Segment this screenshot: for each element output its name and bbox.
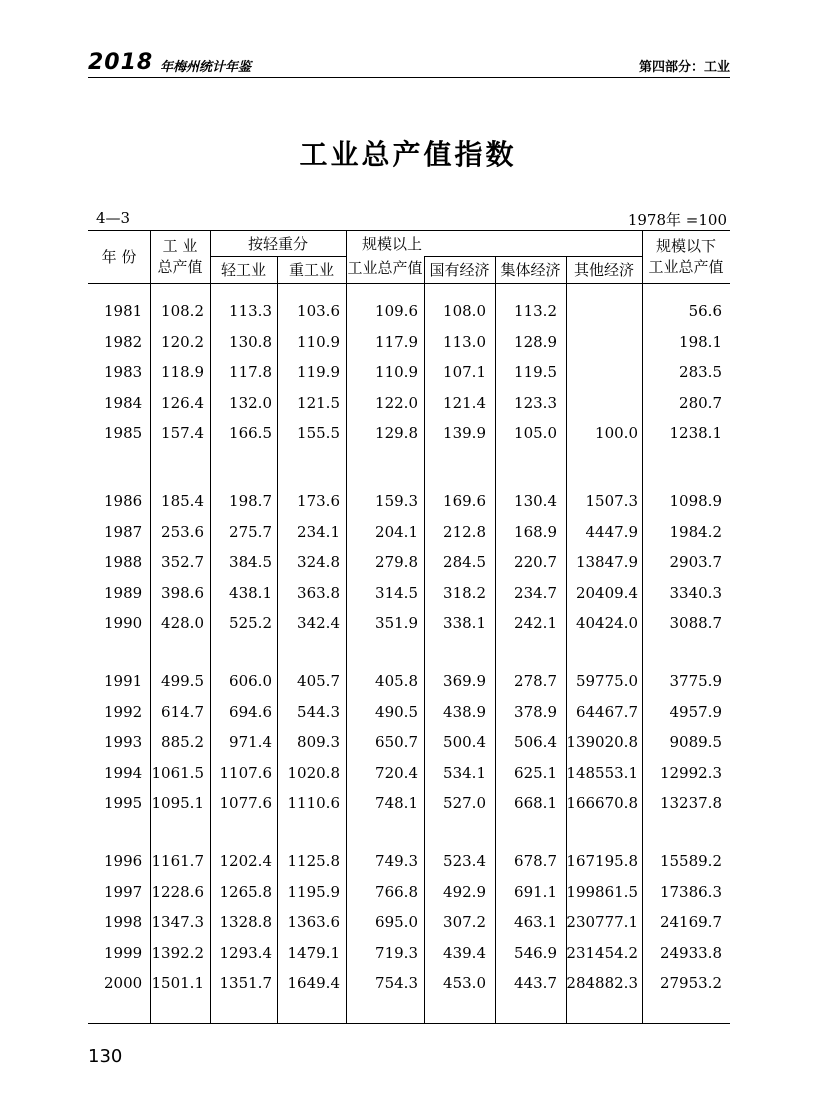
cell-total: 1347.3	[151, 913, 204, 931]
cell-other: 20409.4	[575, 583, 638, 602]
cell-state: 284.5	[443, 553, 486, 571]
col-header-light: 轻工业	[220, 261, 266, 279]
cell-collective: 668.1	[514, 794, 557, 812]
cell-below: 24933.8	[659, 943, 722, 962]
cell-heavy: 119.9	[297, 363, 340, 381]
cell-year: 1989	[104, 583, 143, 602]
table-row	[88, 728, 730, 756]
cell-collective: 242.1	[514, 614, 557, 632]
table-row	[88, 908, 730, 936]
cell-light: 198.7	[229, 492, 272, 510]
cell-state: 438.9	[443, 702, 486, 721]
cell-year: 1984	[104, 393, 143, 412]
cell-total: 1095.1	[151, 794, 204, 812]
cell-other: 139020.8	[566, 733, 638, 751]
cell-light: 132.0	[229, 393, 272, 412]
cell-above: 117.9	[375, 332, 418, 351]
table-bottom-rule	[88, 1023, 730, 1024]
cell-year: 1981	[104, 302, 143, 320]
header-book-title: 年梅州统计年鉴	[160, 60, 252, 75]
col-header-total-line2: 总产值	[157, 258, 203, 276]
cell-other: 64467.7	[575, 702, 638, 721]
table-number: 4—3	[96, 209, 131, 227]
table-row	[88, 789, 730, 817]
table-row	[88, 487, 730, 515]
table-row	[88, 969, 730, 997]
col-header-light-heavy: 按轻重分	[247, 235, 308, 253]
table-row	[88, 297, 730, 325]
cell-above: 351.9	[375, 614, 418, 632]
col-header-below-line1: 规模以下	[655, 237, 716, 255]
cell-light: 1265.8	[219, 882, 272, 901]
cell-below: 12992.3	[659, 763, 722, 782]
cell-state: 369.9	[443, 672, 486, 690]
table-row	[88, 847, 730, 875]
cell-heavy: 1363.6	[287, 913, 340, 931]
cell-heavy: 234.1	[297, 522, 340, 541]
cell-heavy: 173.6	[297, 492, 340, 510]
cell-light: 694.6	[229, 702, 272, 721]
cell-other: 4447.9	[585, 522, 638, 541]
col-header-year: 年 份	[101, 248, 137, 266]
running-header	[88, 50, 730, 78]
table-row	[88, 328, 730, 356]
cell-total: 398.6	[161, 583, 204, 602]
cell-state: 439.4	[443, 943, 486, 962]
cell-above: 159.3	[375, 492, 418, 510]
cell-below: 27953.2	[659, 974, 722, 992]
cell-heavy: 405.7	[297, 672, 340, 690]
cell-heavy: 1195.9	[287, 882, 340, 901]
cell-below: 9089.5	[669, 733, 722, 751]
cell-total: 614.7	[161, 702, 204, 721]
cell-other: 231454.2	[566, 943, 638, 962]
cell-state: 121.4	[443, 393, 486, 412]
cell-collective: 128.9	[514, 332, 557, 351]
cell-collective: 506.4	[514, 733, 557, 751]
cell-collective: 113.2	[514, 302, 557, 320]
cell-state: 169.6	[443, 492, 486, 510]
cell-below: 198.1	[679, 332, 722, 351]
cell-total: 1392.2	[151, 943, 204, 962]
cell-total: 428.0	[161, 614, 204, 632]
cell-light: 166.5	[229, 424, 272, 442]
base-year-note: 1978年 =100	[627, 211, 727, 229]
cell-light: 1202.4	[219, 852, 272, 870]
cell-below: 13237.8	[659, 794, 722, 812]
cell-other: 13847.9	[575, 553, 638, 571]
cell-collective: 123.3	[514, 393, 557, 412]
cell-collective: 678.7	[514, 852, 557, 870]
cell-total: 352.7	[161, 553, 204, 571]
table-row	[88, 518, 730, 546]
table-row	[88, 419, 730, 447]
cell-total: 185.4	[161, 492, 204, 510]
cell-year: 1986	[104, 492, 143, 510]
cell-total: 1161.7	[151, 852, 204, 870]
cell-below: 24169.7	[659, 913, 722, 931]
cell-collective: 546.9	[514, 943, 557, 962]
cell-light: 438.1	[229, 583, 272, 602]
table-row	[88, 358, 730, 386]
cell-light: 1351.7	[219, 974, 272, 992]
cell-below: 283.5	[679, 363, 722, 381]
cell-above: 279.8	[375, 553, 418, 571]
table-header-rule	[88, 283, 730, 284]
cell-total: 253.6	[161, 522, 204, 541]
cell-year: 1997	[104, 882, 143, 901]
cell-year: 1987	[104, 522, 143, 541]
table-row	[88, 548, 730, 576]
cell-above: 719.3	[375, 943, 418, 962]
cell-heavy: 1125.8	[287, 852, 340, 870]
cell-total: 157.4	[161, 424, 204, 442]
cell-below: 17386.3	[659, 882, 722, 901]
cell-total: 118.9	[161, 363, 204, 381]
cell-other: 59775.0	[575, 672, 638, 690]
cell-other: 40424.0	[575, 614, 638, 632]
table-top-rule	[88, 230, 730, 231]
cell-state: 307.2	[443, 913, 486, 931]
cell-above: 650.7	[375, 733, 418, 751]
cell-light: 606.0	[229, 672, 272, 690]
table-row	[88, 878, 730, 906]
cell-total: 126.4	[161, 393, 204, 412]
cell-collective: 463.1	[514, 913, 557, 931]
table-row	[88, 667, 730, 695]
col-header-state: 国有经济	[429, 261, 490, 279]
cell-light: 1293.4	[219, 943, 272, 962]
cell-year: 1995	[104, 794, 143, 812]
cell-above: 110.9	[375, 363, 418, 381]
cell-above: 720.4	[375, 763, 418, 782]
cell-other: 166670.8	[566, 794, 638, 812]
col-header-other: 其他经济	[573, 261, 634, 279]
cell-above: 129.8	[375, 424, 418, 442]
cell-below: 3088.7	[669, 614, 722, 632]
page-title: 工业总产值指数	[299, 138, 517, 171]
cell-other: 148553.1	[566, 763, 638, 782]
cell-year: 1996	[104, 852, 143, 870]
table-row	[88, 698, 730, 726]
header-year: 2018	[88, 50, 154, 75]
cell-collective: 168.9	[514, 522, 557, 541]
page-number: 130	[88, 1046, 123, 1067]
cell-other: 167195.8	[566, 852, 638, 870]
cell-year: 1988	[104, 553, 143, 571]
cell-year: 1990	[104, 614, 143, 632]
cell-above: 748.1	[375, 794, 418, 812]
cell-collective: 119.5	[514, 363, 557, 381]
cell-state: 523.4	[443, 852, 486, 870]
cell-collective: 234.7	[514, 583, 557, 602]
cell-light: 1328.8	[219, 913, 272, 931]
cell-below: 3775.9	[669, 672, 722, 690]
cell-state: 492.9	[443, 882, 486, 901]
cell-state: 113.0	[443, 332, 486, 351]
cell-collective: 443.7	[514, 974, 557, 992]
cell-collective: 378.9	[514, 702, 557, 721]
col-header-collective: 集体经济	[500, 261, 561, 279]
cell-year: 1991	[104, 672, 143, 690]
cell-state: 108.0	[443, 302, 486, 320]
cell-below: 56.6	[688, 302, 722, 320]
header-section: 第四部分：工业	[638, 60, 730, 75]
cell-above: 695.0	[375, 913, 418, 931]
cell-above: 122.0	[375, 393, 418, 412]
cell-state: 139.9	[443, 424, 486, 442]
cell-state: 527.0	[443, 794, 486, 812]
cell-heavy: 544.3	[297, 702, 340, 721]
cell-light: 275.7	[229, 522, 272, 541]
cell-collective: 105.0	[514, 424, 557, 442]
cell-above: 490.5	[375, 702, 418, 721]
table-row	[88, 759, 730, 787]
cell-total: 885.2	[161, 733, 204, 751]
cell-other: 284882.3	[566, 974, 638, 992]
header-rule	[88, 77, 730, 78]
cell-year: 1983	[104, 363, 143, 381]
table-row	[88, 609, 730, 637]
cell-light: 525.2	[229, 614, 272, 632]
cell-collective: 278.7	[514, 672, 557, 690]
cell-light: 1077.6	[219, 794, 272, 812]
cell-year: 1994	[104, 763, 143, 782]
cell-light: 1107.6	[219, 763, 272, 782]
cell-state: 500.4	[443, 733, 486, 751]
cell-heavy: 1479.1	[287, 943, 340, 962]
cell-below: 15589.2	[659, 852, 722, 870]
header-subrule	[210, 256, 346, 257]
cell-other: 199861.5	[566, 882, 638, 901]
table-row	[88, 939, 730, 967]
col-header-below-line2: 工业总产值	[648, 258, 724, 276]
cell-year: 1998	[104, 913, 143, 931]
cell-year: 1993	[104, 733, 143, 751]
cell-heavy: 342.4	[297, 614, 340, 632]
cell-above: 749.3	[375, 852, 418, 870]
cell-state: 453.0	[443, 974, 486, 992]
cell-other: 1507.3	[585, 492, 638, 510]
cell-state: 338.1	[443, 614, 486, 632]
cell-other: 230777.1	[566, 913, 638, 931]
cell-light: 113.3	[229, 302, 272, 320]
cell-above: 405.8	[375, 672, 418, 690]
cell-year: 2000	[104, 974, 143, 992]
cell-year: 1999	[104, 943, 143, 962]
col-header-above-scale: 规模以上	[361, 235, 422, 253]
cell-heavy: 121.5	[297, 393, 340, 412]
cell-heavy: 324.8	[297, 553, 340, 571]
cell-year: 1985	[104, 424, 143, 442]
cell-year: 1992	[104, 702, 143, 721]
cell-heavy: 809.3	[297, 733, 340, 751]
cell-light: 130.8	[229, 332, 272, 351]
cell-state: 318.2	[443, 583, 486, 602]
cell-heavy: 1020.8	[287, 763, 340, 782]
cell-below: 3340.3	[669, 583, 722, 602]
cell-total: 499.5	[161, 672, 204, 690]
cell-light: 384.5	[229, 553, 272, 571]
cell-below: 2903.7	[669, 553, 722, 571]
cell-total: 1061.5	[151, 763, 204, 782]
cell-heavy: 155.5	[297, 424, 340, 442]
col-header-above-total: 工业总产值	[347, 259, 423, 277]
cell-state: 534.1	[443, 763, 486, 782]
table-row	[88, 389, 730, 417]
cell-above: 314.5	[375, 583, 418, 602]
col-header-heavy: 重工业	[288, 261, 334, 279]
cell-state: 107.1	[443, 363, 486, 381]
cell-light: 117.8	[229, 363, 272, 381]
cell-total: 1228.6	[151, 882, 204, 901]
cell-year: 1982	[104, 332, 143, 351]
cell-other: 100.0	[595, 424, 638, 442]
cell-below: 280.7	[679, 393, 722, 412]
cell-heavy: 363.8	[297, 583, 340, 602]
cell-below: 1984.2	[669, 522, 722, 541]
table-row	[88, 579, 730, 607]
cell-collective: 220.7	[514, 553, 557, 571]
cell-total: 108.2	[161, 302, 204, 320]
cell-above: 754.3	[375, 974, 418, 992]
cell-state: 212.8	[443, 522, 486, 541]
header-subrule	[424, 256, 642, 257]
cell-heavy: 1110.6	[287, 794, 340, 812]
cell-below: 1238.1	[669, 424, 722, 442]
cell-light: 971.4	[229, 733, 272, 751]
cell-heavy: 110.9	[297, 332, 340, 351]
cell-total: 1501.1	[151, 974, 204, 992]
cell-below: 4957.9	[669, 702, 722, 721]
cell-collective: 130.4	[514, 492, 557, 510]
cell-collective: 625.1	[514, 763, 557, 782]
cell-heavy: 1649.4	[287, 974, 340, 992]
cell-heavy: 103.6	[297, 302, 340, 320]
cell-below: 1098.9	[669, 492, 722, 510]
cell-collective: 691.1	[514, 882, 557, 901]
cell-above: 109.6	[375, 302, 418, 320]
cell-total: 120.2	[161, 332, 204, 351]
cell-above: 766.8	[375, 882, 418, 901]
cell-above: 204.1	[375, 522, 418, 541]
col-header-total-line1: 工 业	[162, 237, 198, 255]
